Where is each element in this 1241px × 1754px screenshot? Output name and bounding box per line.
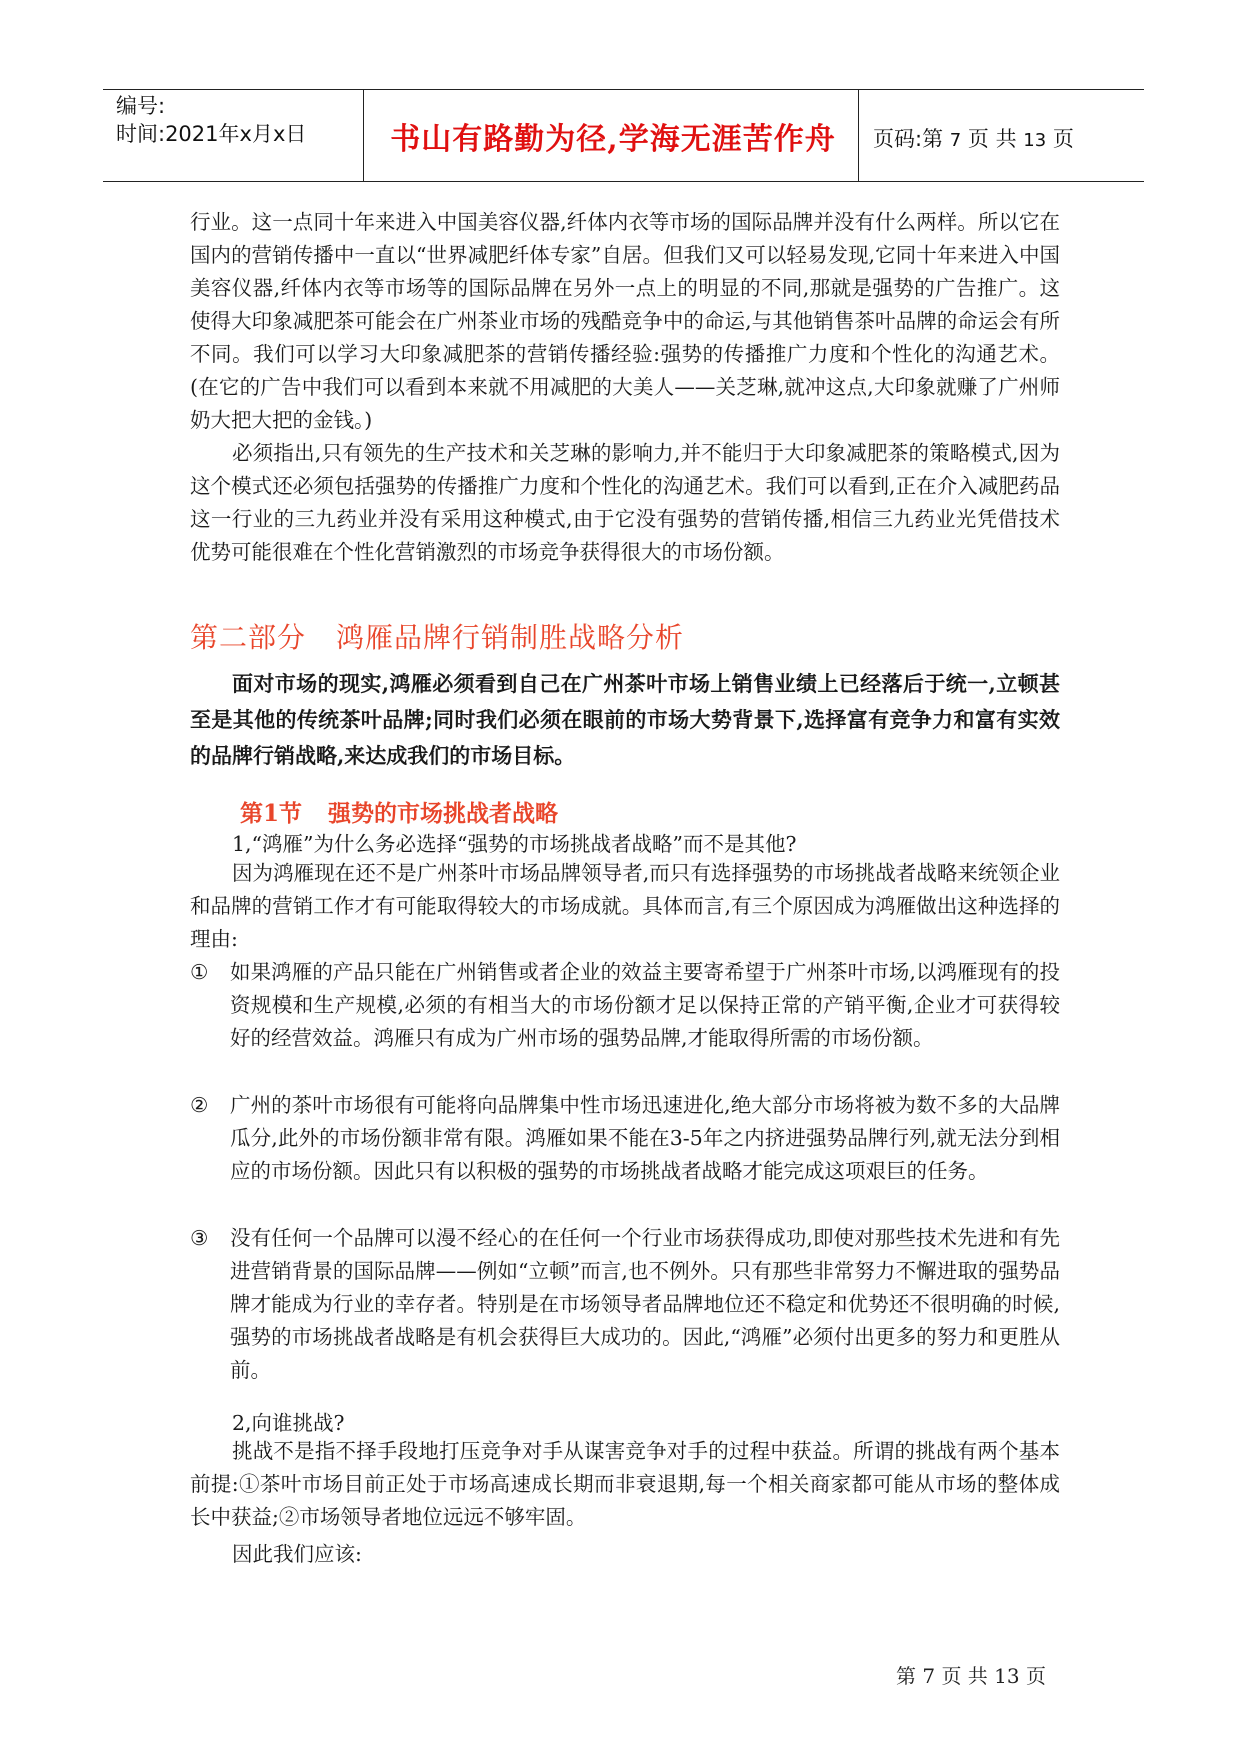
page-suffix: 页 (1052, 127, 1074, 151)
part-title: 鸿雁品牌行销制胜战略分析 (336, 621, 685, 654)
part-heading (190, 616, 684, 656)
paragraph-6: 因此我们应该: (232, 1542, 362, 1566)
paragraph-4: 因为鸿雁现在还不是广州茶叶市场品牌领导者,而只有选择强势的市场挑战者战略来统领企业和品牌的营销工作才有可能取得较大的市场成就。具体而言,有三个原因成为鸿雁做出这种选择的理由: (190, 861, 1060, 951)
list-item (190, 956, 1060, 1055)
list-item-text: 如果鸿雁的产品只能在广州销售或者企业的效益主要寄希望于广州茶叶市场,以鸿雁现有的投资规模和生产规模,必须的有相当大的市场份额才足以保持正常的产销平衡,企业才可获得较好的经营效益。鸿雁只有成为广州市场的强势品牌,才能取得所需的市场份额。 (230, 960, 1060, 1050)
paragraph-2: 必须指出,只有领先的生产技术和关芝琳的影响力,并不能归于大印象减肥茶的策略模式,因为这个模式还必须包括强势的传播推广力度和个性化的沟通艺术。我们可以看到,正在介入减肥药品这一行业的三九药业并没有采用这种模式,由于它没有强势的营销传播,相信三九药业光凭借技术优势可能很难在个性化营销激烈的市场竞争获得很大的市场份额。 (190, 441, 1060, 564)
list-item (190, 1222, 1060, 1387)
header-divider-left (363, 89, 364, 181)
list-marker: ② (190, 1093, 209, 1117)
page-current: 7 (949, 130, 962, 151)
section-heading (240, 795, 558, 828)
list-item (190, 1089, 1060, 1188)
section-title: 强势的市场挑战者战略 (328, 800, 559, 827)
header-meta (116, 92, 306, 148)
paragraph-3: 面对市场的现实,鸿雁必须看到自己在广州茶叶市场上销售业绩上已经落后于统一,立顿甚至是其他的传统茶叶品牌;同时我们必须在眼前的市场大势背景下,选择富有竞争力和富有实效的品牌行销战略,来达成我们的市场目标。 (190, 671, 1060, 768)
paragraph-1: 行业。这一点同十年来进入中国美容仪器,纤体内衣等市场的国际品牌并没有什么两样。所以它在国内的营销传播中一直以“世界减肥纤体专家”自居。但我们又可以轻易发现,它同十年来进入中国美容仪器,纤体内衣等市场等的国际品牌在另外一点上的明显的不同,那就是强势的广告推广。这使得大印象减肥茶可能会在广州茶业市场的残酷竞争中的命运,与其他销售茶叶品牌的命运会有所不同。我们可以学习大印象减肥茶的营销传播经验:强势的传播推广力度和个性化的沟通艺术。(在它的广告中我们可以看到本来就不用减肥的大美人——关芝琳,就冲这点,大印象就赚了广州师奶大把大把的金钱。) (190, 210, 1060, 432)
question-1: 1,“鸿雁”为什么务必选择“强势的市场挑战者战略”而不是其他? (232, 832, 797, 856)
header-bottom-rule (103, 181, 1144, 182)
list-marker: ① (190, 960, 209, 984)
page-total: 13 (1023, 130, 1047, 151)
header-top-rule (103, 89, 1144, 90)
paragraph-5: 挑战不是指不择手段地打压竞争对手从谋害竞争对手的过程中获益。所谓的挑战有两个基本前提:①茶叶市场目前正处于市场高速成长期而非衰退期,每一个相关商家都可能从市场的整体成长中获益;②市场领导者地位远远不够牢固。 (190, 1439, 1060, 1529)
header-motto: 书山有路勤为径,学海无涯苦作舟 (390, 122, 836, 157)
section-label: 第1节 (240, 800, 303, 827)
serial-label: 编号: (116, 94, 166, 118)
list-item-text: 广州的茶叶市场很有可能将向品牌集中性市场迅速进化,绝大部分市场将被为数不多的大品牌瓜分,此外的市场份额非常有限。鸿雁如果不能在3-5年之内挤进强势品牌行列,就无法分到相应的市场份额。因此只有以积极的强势的市场挑战者战略才能完成这项艰巨的任务。 (230, 1093, 1060, 1183)
question-2: 2,向谁挑战? (232, 1411, 345, 1435)
header-page-info (873, 123, 1074, 153)
part-label: 第二部分 (190, 621, 307, 654)
list-item-text: 没有任何一个品牌可以漫不经心的在任何一个行业市场获得成功,即使对那些技术先进和有先进营销背景的国际品牌——例如“立顿”而言,也不例外。只有那些非常努力不懈进取的强势品牌才能成为行业的幸存者。特别是在市场领导者品牌地位还不稳定和优势还不很明确的时候,强势的市场挑战者战略是有机会获得巨大成功的。因此,“鸿雁”必须付出更多的努力和更胜从前。 (230, 1226, 1060, 1382)
list-marker: ③ (190, 1226, 209, 1250)
page-mid: 页 共 (967, 127, 1017, 151)
header-divider-right (858, 89, 859, 181)
time-label: 时间:2021年x月x日 (116, 122, 307, 146)
page-prefix: 页码:第 (873, 127, 944, 151)
page-footer: 第 7 页 共 13 页 (896, 1664, 1046, 1688)
